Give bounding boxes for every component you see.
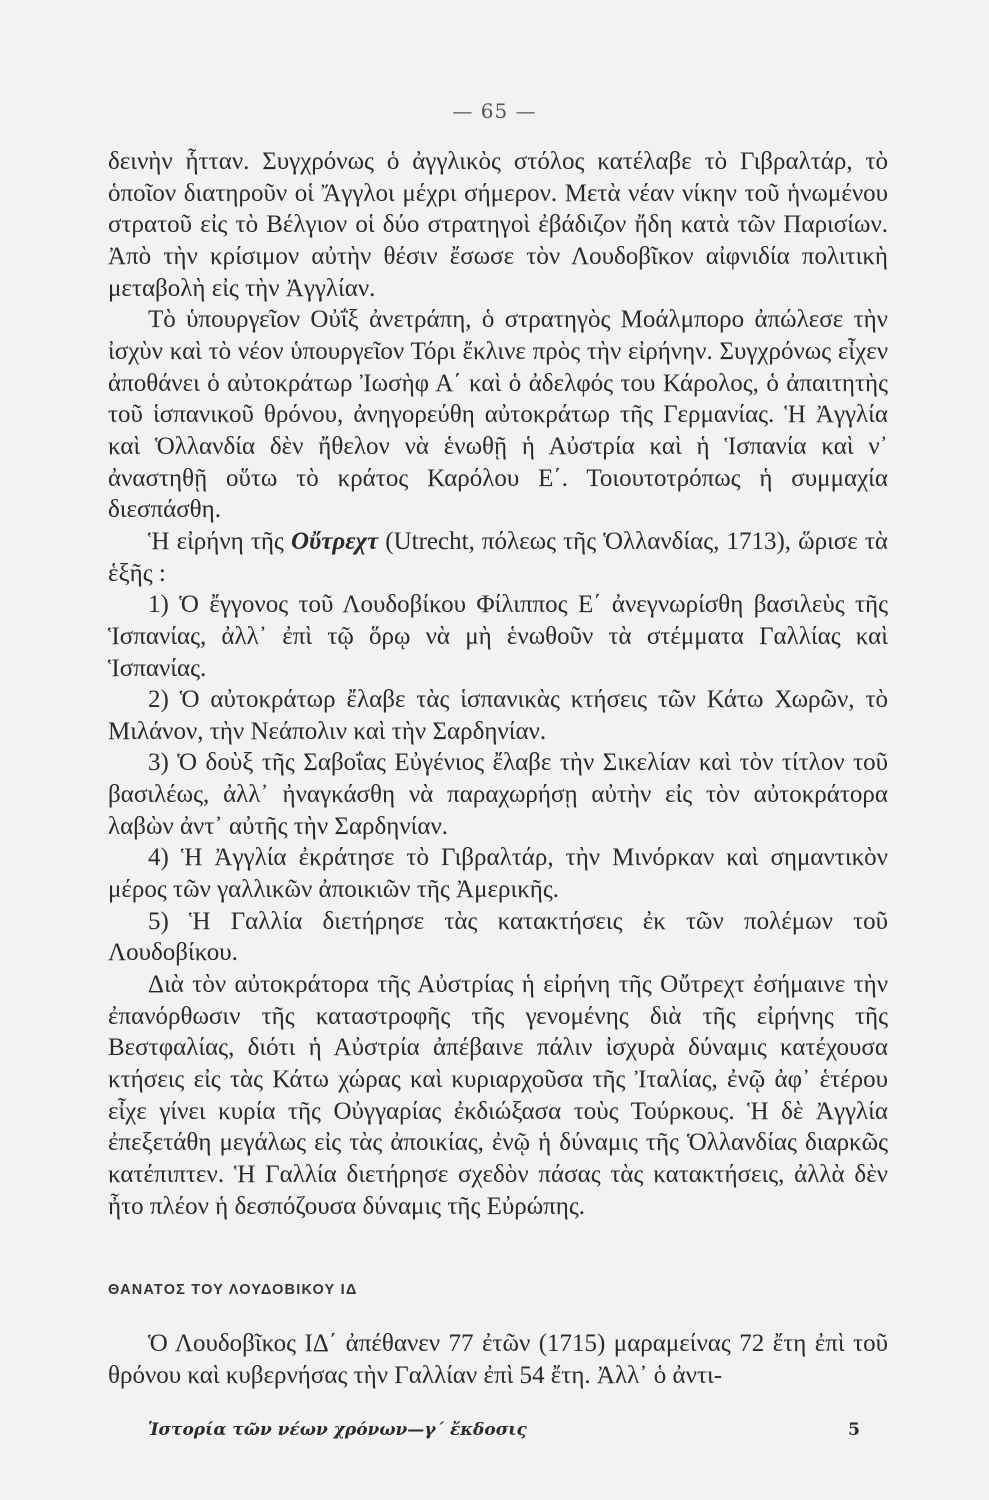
list-item: 5) Ἡ Γαλλία διετήρησε τὰς κατακτήσεις ἐκ τῶν πολέμων τοῦ Λουδοβίκου. (108, 907, 888, 967)
list-item: 3) Ὁ δοὺξ τῆς Σαβοΐας Εὐγένιος ἔλαβε τὴν Σικελίαν καὶ τὸν τίτλον τοῦ βασιλέως, ἀλλ᾽ ἠναγκάσθη νὰ παραχωρήσῃ αὐτὴν εἰς τὸν αὐτοκράτορα λαβὼν ἀντ᾽ αὐτῆς τὴν Σαρδηνίαν. (108, 749, 888, 840)
paragraph: Διὰ τὸν αὐτοκράτορα τῆς Αὐστρίας ἡ εἰρήνη τῆς Οὔτρεχτ ἐσήμαινε τὴν ἐπανόρθωσιν τῆς καταστροφῆς τῆς γενομένης διὰ τῆς εἰρήνης τῆς Βεστφαλίας, διότι ἡ Αὐστρία ἀπέβαινε πάλιν ἰσχυρὰ δύναμις κατέχουσα κτήσεις εἰς τὰς Κάτω χώρας καὶ κυριαρχοῦσα τῆς Ἰταλίας, ἐνῷ ἀφ᾽ ἑτέρου εἶχε γίνει κυρία τῆς Οὐγγαρίας ἐκδιώξασα τοὺς Τούρκους. Ἡ δὲ Ἀγγλία ἐπεξετάθη μεγάλως εἰς τὰς ἀποικίας, ἐνῷ ἡ δύναμις τῆς Ὁλλανδίας διαρκῶς κατέπιπτεν. Ἡ Γαλλία διετήρησε σχεδὸν πάσας τὰς κατακτήσεις, ἀλλὰ δὲν ἦτο πλέον ἡ δεσπόζουσα δύναμις τῆς Εὐρώπης. (108, 971, 888, 1220)
list-item: 2) Ὁ αὐτοκράτωρ ἔλαβε τὰς ἱσπανικὰς κτήσεις τῶν Κάτω Χωρῶν, τὸ Μιλάνον, τὴν Νεάπολιν καὶ τὴν Σαρδηνίαν. (108, 686, 888, 745)
list-item: 4) Ἡ Ἀγγλία ἐκράτησε τὸ Γιβραλτάρ, τὴν Μινόρκαν καὶ σημαντικὸν μέρος τῶν γαλλικῶν ἀποικιῶν τῆς Ἀμερικῆς. (108, 844, 888, 904)
body-text (108, 146, 888, 1222)
page-number: — 65 — (452, 99, 537, 123)
section-heading: ΘΑΝΑΤΟΣ ΤΟΥ ΛΟΥΔΟΒΙΚΟΥ ΙΔ (108, 1282, 358, 1298)
list-item: 1) Ὁ ἔγγονος τοῦ Λουδοβίκου Φίλιππος Ε΄ ἀνεγνωρίσθη βασιλεὺς τῆς Ἱσπανίας, ἀλλ᾽ ἐπὶ τῷ ὅρῳ νὰ μὴ ἑνωθοῦν τὰ στέμματα Γαλλίας καὶ Ἱσπανίας. (108, 591, 888, 682)
paragraph-treaty (108, 526, 888, 589)
paragraph: Τὸ ὑπουργεῖον Οὐΐξ ἀνετράπη, ὁ στρατηγὸς Μοάλμπορο ἀπώλεσε τὴν ἰσχὺν καὶ τὸ νέον ὑπουργεῖον Τόρι ἔκλινε πρὸς τὴν εἰρήνην. Συγχρόνως εἶχεν ἀποθάνει ὁ αὐτοκράτωρ Ἰωσὴφ Α΄ καὶ ὁ ἀδελφός του Κάρολος, ὁ ἀπαιτητὴς τοῦ ἱσπανικοῦ θρόνου, ἀνηγορεύθη αὐτοκράτωρ τῆς Γερμανίας. Ἡ Ἀγγλία καὶ Ὁλλανδία δὲν ἤθελον νὰ ἑνωθῇ ἡ Αὐστρία καὶ ἡ Ἱσπανία καὶ ν᾽ ἀναστηθῇ οὕτω τὸ κράτος Καρόλου Ε΄. Τοιουτοτρόπως ἡ συμμαχία διεσπάσθη. (108, 306, 888, 524)
paragraph-text: Ἡ εἰρήνη τῆς (148, 527, 291, 555)
emphasized-term: Οὔτρεχτ (290, 527, 379, 555)
paragraph: δεινὴν ἧτταν. Συγχρόνως ὁ ἀγγλικὸς στόλος κατέλαβε τὸ Γιβραλτάρ, τὸ ὁποῖον διατηροῦν οἱ Ἄγγλοι μέχρι σήμερον. Μετὰ νέαν νίκην τοῦ ἡνωμένου στρατοῦ εἰς τὸ Βέλγιον οἱ δύο στρατηγοὶ ἐβάδιζον ἤδη κατὰ τῶν Παρισίων. Ἀπὸ τὴν κρίσιμον αὐτὴν θέσιν ἔσωσε τὸν Λουδοβῖκον αἰφνιδία πολιτικὴ μεταβολὴ εἰς τὴν Ἀγγλίαν. (108, 148, 888, 302)
footer-book-title: Ἱστορία τῶν νέων χρόνων—γ΄ ἔκδοσις (148, 1420, 527, 1440)
paragraph: Ὁ Λουδοβῖκος ΙΔ΄ ἀπέθανεν 77 ἐτῶν (1715) μαραμείνας 72 ἔτη ἐπὶ τοῦ θρόνου καὶ κυβερνήσας τὴν Γαλλίαν ἐπὶ 54 ἔτη. Ἀλλ᾽ ὁ ἀντι- (108, 1330, 888, 1389)
footer-signature: 5 (848, 1420, 860, 1440)
paragraph-text: (Utrecht, πόλεως τῆς Ὁλλανδίας, 1713), ὥρισε τὰ ἑξῆς : (108, 527, 889, 587)
section-text (108, 1328, 888, 1391)
